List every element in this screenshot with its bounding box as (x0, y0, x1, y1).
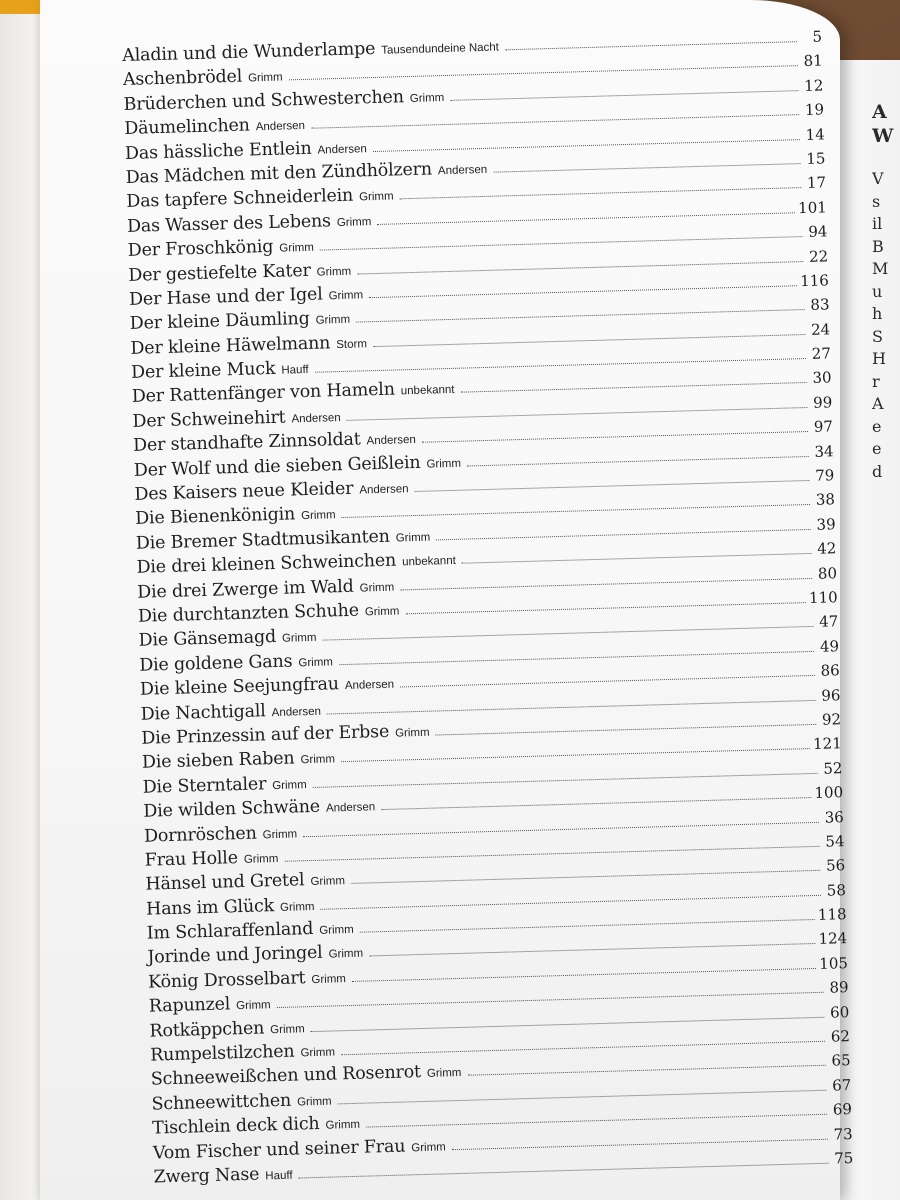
toc-entry-title: Schneeweißchen und Rosenrot (150, 1062, 422, 1090)
toc-entry-page-number: 62 (830, 1027, 851, 1046)
toc-entry-title: Das tapfere Schneiderlein (126, 185, 354, 213)
toc-entry-author: Grimm (409, 91, 445, 105)
right-page-line: d (872, 461, 883, 481)
toc-entry-title: König Drosselbart (147, 968, 306, 993)
toc-dot-leader (400, 187, 802, 199)
toc-dot-leader (381, 797, 811, 810)
toc-entry-title: Im Schlaraffenland (146, 919, 314, 944)
toc-entry-title: Der Hase und der Igel (128, 284, 323, 310)
toc-entry-author: Grimm (296, 1095, 332, 1109)
toc-entry-page-number: 80 (817, 563, 838, 583)
toc-entry-title: Tischlein deck dich (151, 1114, 320, 1139)
toc-entry-author: Grimm (311, 972, 347, 986)
toc-entry-title: Die Gänsemagd (138, 627, 277, 652)
right-page-line: A (872, 394, 884, 413)
toc-dot-leader (400, 675, 815, 688)
toc-entry-title: Hänsel und Gretel (145, 870, 305, 895)
toc-entry-author: Grimm (328, 948, 364, 962)
toc-dot-leader (377, 212, 795, 225)
right-page-line: B (872, 236, 884, 256)
toc-entry-page-number: 49 (819, 636, 840, 656)
toc-entry-title: Der Wolf und die sieben Geißlein (133, 452, 421, 481)
toc-entry-author: Andersen (255, 120, 306, 134)
toc-entry-page-number: 100 (814, 783, 844, 803)
toc-entry-page-number: 92 (821, 710, 842, 729)
toc-entry-page-number: 105 (819, 953, 849, 973)
toc-entry-author: Grimm (270, 1022, 305, 1036)
right-page-line: h (872, 304, 883, 323)
right-page-heading-line: A (872, 101, 887, 123)
toc-entry-title: Die Sterntaler (142, 773, 267, 798)
toc-entry-page-number: 97 (813, 417, 834, 437)
toc-entry-title: Aladin und die Wunderlampe (122, 38, 376, 66)
toc-entry-author: Grimm (426, 1067, 462, 1081)
toc-entry-title: Rapunzel (148, 994, 231, 1017)
toc-entry-title: Rotkäppchen (149, 1018, 265, 1042)
toc-dot-leader (461, 382, 807, 393)
toc-dot-leader (400, 578, 812, 591)
right-page-text (872, 100, 900, 483)
toc-dot-leader (369, 285, 797, 298)
toc-entry-title: Jorinde und Joringel (147, 943, 323, 969)
toc-entry-title: Die durchtanzten Schuhe (137, 600, 360, 627)
toc-entry-page-number: 47 (819, 612, 839, 632)
toc-entry-author: Grimm (411, 1140, 446, 1154)
right-page-line: H (872, 349, 886, 368)
toc-entry-title: Die drei Zwerge im Wald (136, 576, 354, 603)
toc-entry-author: Andersen (344, 678, 395, 693)
toc-dot-leader (436, 724, 817, 736)
toc-dot-leader (462, 553, 812, 564)
toc-dot-leader (450, 90, 798, 101)
toc-entry-author: Storm (336, 337, 368, 351)
toc-dot-leader (436, 529, 810, 540)
toc-entry-page-number: 65 (831, 1051, 851, 1070)
toc-entry-title: Dornröschen (143, 823, 257, 847)
toc-entry-author: Grimm (281, 632, 317, 646)
table-of-contents (122, 26, 854, 1191)
toc-entry-page-number: 101 (797, 198, 828, 217)
toc-entry-title: Der gestiefelte Kater (128, 260, 311, 286)
toc-entry-author: Grimm (395, 531, 431, 545)
toc-entry-title: Aschenbrödel (122, 67, 243, 91)
toc-dot-leader (415, 480, 810, 492)
toc-entry-page-number: 73 (833, 1124, 853, 1144)
toc-entry-title: Des Kaisers neue Kleider (134, 478, 354, 505)
toc-entry-title: Das Wasser des Lebens (126, 210, 332, 237)
toc-entry-title: Frau Holle (144, 847, 239, 871)
toc-entry-page-number: 34 (814, 441, 834, 461)
toc-entry-title: Rumpelstilzchen (149, 1041, 295, 1066)
toc-entry-author: Grimm (262, 827, 298, 841)
toc-entry-page-number: 22 (808, 246, 829, 266)
toc-entry-page-number: 118 (817, 905, 847, 924)
toc-entry-page-number: 36 (824, 807, 845, 827)
toc-entry-title: Zwerg Nase (153, 1164, 260, 1188)
right-page-line: M (872, 259, 889, 278)
toc-entry-page-number: 75 (833, 1148, 854, 1168)
toc-entry-page-number: 52 (823, 758, 843, 778)
toc-entry-page-number: 24 (810, 320, 831, 339)
toc-entry-author: unbekannt (400, 384, 455, 398)
toc-entry-page-number: 14 (805, 124, 825, 144)
toc-entry-title: Die wilden Schwäne (143, 796, 321, 822)
toc-entry-title: Der kleine Muck (130, 358, 276, 383)
toc-entry-page-number: 89 (829, 978, 849, 997)
toc-entry-author: Grimm (300, 753, 336, 767)
toc-dot-leader (467, 456, 809, 467)
toc-entry-title: Die goldene Gans (139, 651, 293, 676)
toc-entry-author: Grimm (364, 605, 400, 619)
toc-entry-author: Grimm (325, 1118, 361, 1132)
toc-entry-author: Andersen (366, 434, 416, 448)
toc-entry-page-number: 12 (804, 76, 824, 95)
toc-entry-title: Brüderchen und Schwesterchen (123, 86, 405, 115)
toc-dot-leader (373, 139, 800, 152)
toc-entry-author: Grimm (279, 900, 315, 914)
toc-entry-page-number: 67 (831, 1075, 852, 1095)
toc-entry-page-number: 39 (816, 515, 836, 534)
toc-entry-page-number: 19 (804, 100, 825, 120)
toc-entry-title: Die kleine Seejungfrau (139, 674, 340, 700)
toc-entry-author: Andersen (271, 705, 322, 719)
toc-entry-page-number: 94 (808, 222, 828, 242)
toc-entry-title: Der standhafte Zinnsoldat (132, 429, 361, 457)
toc-entry-page-number: 38 (815, 490, 836, 510)
toc-entry-author: Grimm (272, 778, 307, 792)
toc-entry-page-number: 83 (810, 295, 830, 315)
toc-entry-page-number: 69 (832, 1100, 853, 1119)
toc-entry-page-number: 30 (812, 368, 832, 388)
toc-entry-author: Grimm (300, 1046, 336, 1060)
toc-entry-author: Hauff (281, 363, 309, 377)
toc-dot-leader (452, 1138, 828, 1150)
toc-entry-author: Grimm (394, 726, 430, 740)
toc-dot-leader (422, 431, 808, 443)
toc-entry-page-number: 116 (799, 271, 830, 291)
toc-entry-author: Grimm (316, 265, 352, 279)
toc-entry-author: Grimm (336, 215, 372, 229)
toc-entry-title: Vom Fischer und seiner Frau (152, 1136, 406, 1164)
right-page-line: V (872, 169, 884, 188)
toc-entry-page-number: 42 (816, 539, 837, 558)
toc-dot-leader (493, 163, 800, 173)
toc-entry-author: unbekannt (401, 555, 457, 569)
toc-entry-author: Grimm (315, 314, 351, 327)
toc-entry-author: Andersen (291, 411, 341, 426)
toc-entry-page-number: 17 (806, 173, 827, 193)
toc-entry-title: Der Rattenfänger von Hameln (131, 379, 396, 408)
toc-entry-author: Grimm (359, 581, 395, 595)
toc-entry-page-number: 81 (803, 51, 823, 71)
right-page-line: S (872, 326, 883, 346)
toc-entry-title: Der Schweinehirt (132, 407, 286, 432)
right-page-heading-line: W (872, 125, 894, 147)
toc-entry-page-number: 5 (812, 27, 823, 46)
toc-entry-page-number: 124 (818, 929, 848, 949)
toc-dot-leader (505, 41, 797, 50)
toc-entry-page-number: 86 (820, 661, 840, 680)
toc-entry-author: Grimm (328, 289, 364, 303)
toc-entry-title: Der Froschkönig (127, 236, 274, 262)
toc-entry-author: Andersen (325, 801, 376, 815)
toc-entry-page-number: 96 (821, 685, 841, 705)
toc-entry-page-number: 79 (814, 466, 835, 485)
toc-entry-author: Hauff (265, 1169, 293, 1183)
toc-entry-title: Schneewittchen (151, 1090, 292, 1115)
right-page-line: u (872, 281, 883, 301)
toc-entry-author: Grimm (236, 999, 271, 1013)
toc-entry-page-number: 15 (806, 149, 826, 168)
toc-entry-page-number: 58 (826, 880, 847, 900)
toc-entry-title: Der kleine Däumling (129, 309, 310, 335)
toc-entry-author: Andersen (359, 483, 409, 497)
toc-entry-author: Grimm (310, 875, 346, 889)
toc-entry-title: Däumelinchen (124, 115, 251, 140)
toc-entry-author: Andersen (437, 163, 488, 178)
toc-entry-author: Grimm (279, 241, 315, 255)
right-page-line: r (872, 371, 880, 391)
toc-entry-page-number: 60 (829, 1002, 850, 1022)
toc-dot-leader (405, 602, 806, 614)
right-page-line: il (872, 214, 883, 233)
toc-entry-title: Das Mädchen mit den Zündhölzern (125, 159, 433, 188)
toc-entry-author: Andersen (317, 142, 367, 157)
toc-entry-author: Tausendundeine Nacht (381, 41, 500, 57)
toc-entry-title: Die drei kleinen Schweinchen (136, 550, 397, 578)
right-page-body (872, 168, 900, 483)
toc-entry-page-number: 54 (825, 832, 845, 851)
toc-entry-author: Grimm (247, 71, 283, 85)
right-page-line: e (872, 439, 882, 458)
toc-entry-title: Die Prinzessin auf der Erbse (141, 721, 390, 749)
toc-entry-author: Grimm (300, 509, 336, 523)
toc-entry-title: Die Bienenkönigin (134, 504, 296, 530)
toc-entry-author: Grimm (426, 457, 462, 471)
toc-dot-leader (373, 334, 805, 347)
right-page-line: s (872, 191, 881, 211)
toc-entry-page-number: 121 (812, 734, 843, 754)
toc-entry-author: Grimm (358, 190, 394, 204)
toc-entry-page-number: 99 (812, 393, 833, 412)
toc-entry-author: Grimm (298, 656, 334, 670)
toc-entry-page-number: 27 (811, 344, 832, 363)
toc-entry-title: Die Bremer Stadtmusikanten (135, 526, 391, 554)
toc-entry-page-number: 56 (825, 856, 846, 875)
toc-entry-author: Grimm (243, 852, 279, 866)
toc-entry-title: Der kleine Häwelmann (130, 332, 331, 359)
toc-entry-author: Grimm (319, 923, 354, 937)
toc-entry-title: Hans im Glück (145, 895, 275, 920)
toc-entry-title: Die Nachtigall (140, 700, 266, 725)
toc-entry-title: Die sieben Raben (141, 748, 295, 774)
toc-dot-leader (467, 1065, 825, 1076)
toc-entry-title: Das hässliche Entlein (124, 138, 312, 164)
right-page-line: e (872, 416, 882, 436)
toc-entry-page-number: 110 (808, 588, 838, 608)
